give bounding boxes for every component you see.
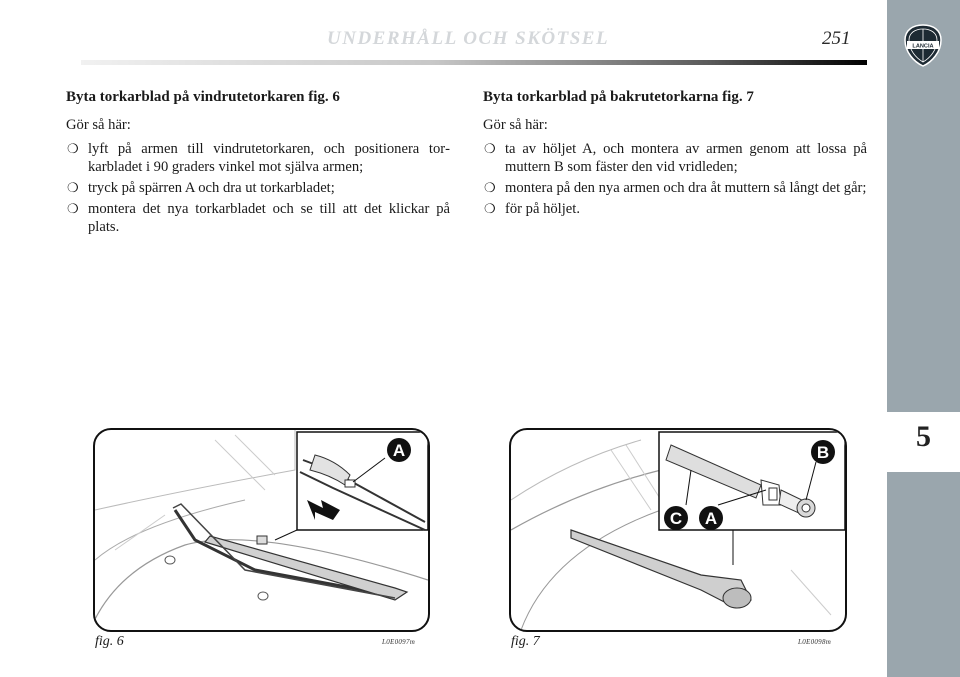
- list-item-text: för på höljet.: [505, 201, 580, 217]
- figure-7-code: L0E0098m: [798, 638, 832, 646]
- right-steps-list: [483, 140, 867, 218]
- left-intro: Gör så här:: [66, 117, 131, 133]
- right-instructions: [483, 88, 867, 221]
- section-title: UNDERHÅLL OCH SKÖTSEL: [327, 28, 610, 49]
- figure-6-windscreen-wiper: [93, 428, 430, 632]
- callout-label-b: B: [816, 443, 830, 462]
- list-item: [483, 200, 867, 218]
- list-item: [483, 179, 867, 197]
- callout-label-a: A: [704, 509, 718, 528]
- left-steps-list: [66, 140, 450, 236]
- figure-7-caption: fig. 7: [511, 634, 540, 649]
- chapter-side-band: [887, 0, 960, 677]
- list-item: [66, 140, 450, 176]
- figure-6-code: L0E0097m: [382, 638, 416, 646]
- list-item-text: lyft på armen till vindrutetorkaren, och positionera torkarbladet i 90 graders vinkel mot själva armen;: [88, 141, 450, 175]
- svg-text:LANCIA: LANCIA: [912, 43, 934, 50]
- windscreen-wiper-illustration: [95, 430, 428, 630]
- left-heading: Byta torkarblad på vindrutetorkaren fig. 6: [66, 89, 340, 105]
- list-item-text: montera på den nya armen och dra åt muttern så långt det går;: [505, 180, 867, 196]
- figure-6-caption: fig. 6: [95, 634, 124, 649]
- right-intro: Gör så här:: [483, 117, 548, 133]
- bullet-icon: ❍: [484, 141, 496, 156]
- rear-wiper-illustration: [511, 430, 845, 630]
- page-number: 251: [822, 28, 851, 49]
- header-rule: [81, 60, 867, 65]
- list-item-text: montera det nya torkarbladet och se till att det klickar på plats.: [88, 201, 450, 235]
- list-item-text: tryck på spärren A och dra ut torkarbladet;: [88, 180, 335, 196]
- bullet-icon: ❍: [67, 141, 79, 156]
- bullet-icon: ❍: [484, 180, 496, 195]
- right-heading: Byta torkarblad på bakrutetorkarna fig. 7: [483, 89, 754, 105]
- list-item: [66, 179, 450, 197]
- chapter-number: 5: [916, 420, 931, 453]
- bullet-icon: ❍: [67, 180, 79, 195]
- bullet-icon: ❍: [484, 201, 496, 216]
- list-item: [66, 200, 450, 236]
- callout-label-a: A: [392, 441, 406, 460]
- left-instructions: [66, 88, 450, 239]
- callout-label-c: C: [669, 509, 683, 528]
- bullet-icon: ❍: [67, 201, 79, 216]
- figure-7-rear-wiper: [509, 428, 847, 632]
- lancia-logo-icon: [900, 22, 946, 68]
- list-item: [483, 140, 867, 176]
- list-item-text: ta av höljet A, och montera av armen genom att lossa på muttern B som fäster den vid vridleden;: [505, 141, 867, 175]
